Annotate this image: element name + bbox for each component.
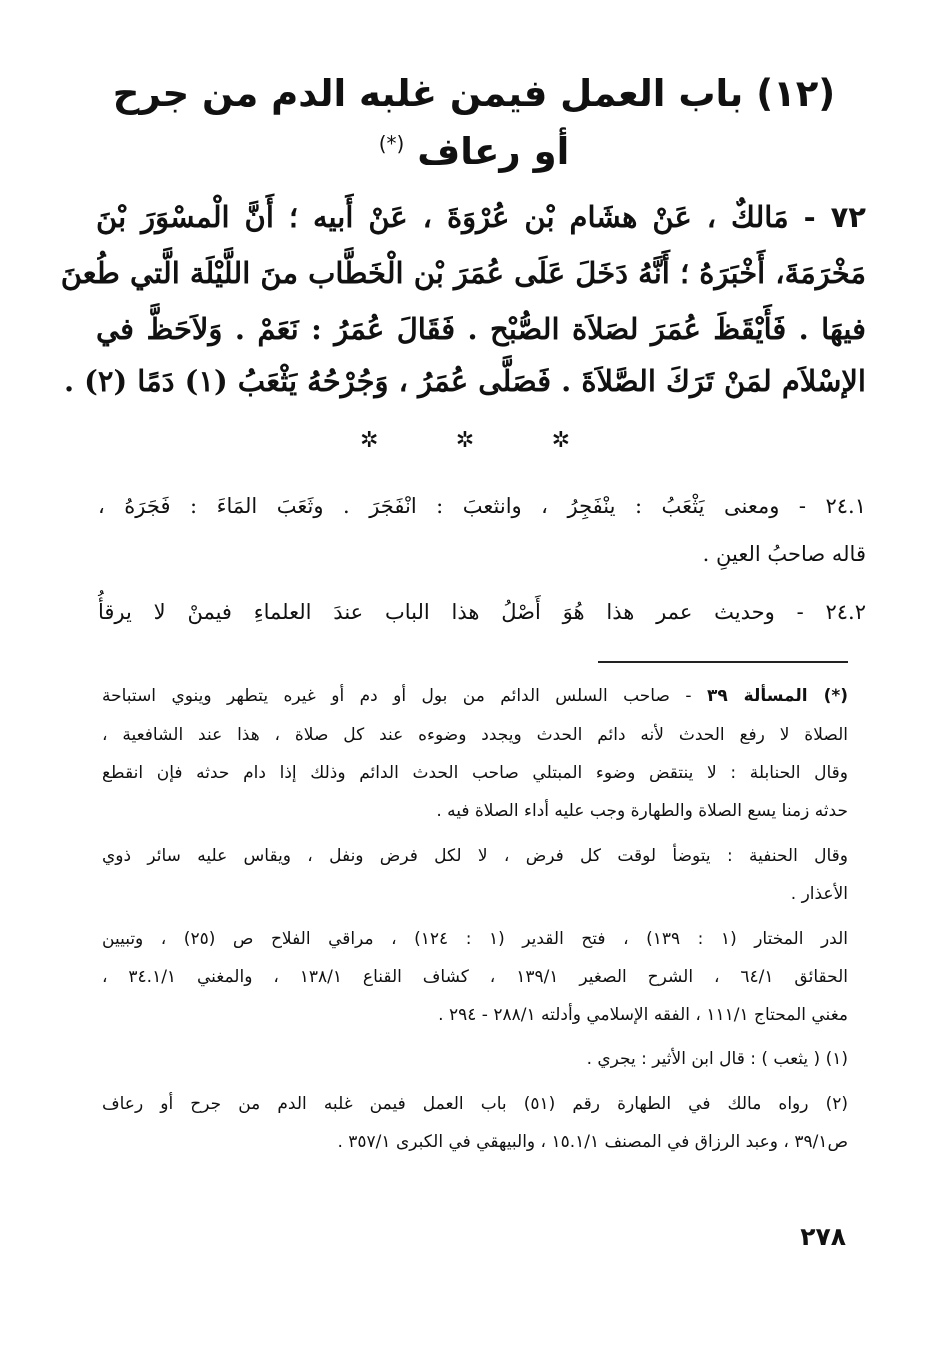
chapter-title-line1: (١٢) باب العمل فيمن غلبه الدم من جرح bbox=[112, 72, 836, 115]
footnote-line: ص٣٩/١ ، وعبد الرزاق في المصنف ١٥.١/١ ، والبيهقي في الكبرى ٣٥٧/١ . bbox=[337, 1132, 848, 1152]
commentary-line: ٢٤.٢ - وحديث عمر هذا هُوَ أَصْلُ هذا الباب عندَ العلماءِ فيمنْ لا يرقأُ bbox=[98, 600, 866, 624]
footnote-line: الصلاة لا رفع الحدث لأنه دائم الحدث ويجدد وضوءه عند كل صلاة ، هذا عند الشافعية ، bbox=[102, 725, 848, 745]
hadith-line: فيهَا . فَأَيْقَظَ عُمَرَ لصَلاَة الصُّبْح . فَقَالَ عُمَرُ : نَعَمْ . وَلاَحَظَّ في bbox=[96, 312, 866, 346]
footnote-line: الأعذار . bbox=[790, 884, 848, 904]
footnote-line: مغني المحتاج ١١١/١ ، الفقه الإسلامي وأدلته ٢٨٨/١ - ٢٩٤ . bbox=[438, 1005, 848, 1025]
star-ornament-icon: ✲ bbox=[455, 428, 475, 453]
hadith-line: مَخْرَمَةَ، أَخْبَرَهُ ؛ أَنَّهُ دَخَلَ عَلَى عُمَرَ بْن الْخَطَّاب منَ اللَّيْلَة الَّتي طُعنَ bbox=[60, 256, 866, 290]
footnote-text: - صاحب السلس الدائم من بول أو دم أو غيره يتطهر وينوي استباحة bbox=[102, 686, 692, 706]
commentary-line: قاله صاحبُ العينِ . bbox=[702, 542, 866, 566]
hadith-number: ٧٢ bbox=[830, 200, 866, 234]
footnote-line: وقال الحنابلة : لا ينتقض وضوء المبتلي صاحب الحدث الدائم وذلك إذا دام حدثه فإن انقطع bbox=[102, 763, 848, 783]
footnote-divider bbox=[598, 661, 848, 663]
chapter-title-line2 bbox=[60, 130, 888, 173]
footnote-line: (٢) رواه مالك في الطهارة رقم (٥١) باب العمل فيمن غلبه الدم من جرح أو رعاف bbox=[102, 1094, 848, 1114]
star-ornament-icon: ✲ bbox=[551, 428, 570, 453]
footnote-line: وقال الحنفية : يتوضأ لوقت كل فرض ، لا لكل فرض ونفل ، ويقاس عليه سائر ذوي bbox=[102, 846, 848, 866]
hadith-text: - مَالكٌ ، عَنْ هشَام بْن عُرْوَةَ ، عَنْ أَبيه ؛ أَنَّ الْمسْوَرَ بْنَ bbox=[96, 200, 816, 234]
hadith-line: الإسْلاَم لمَنْ تَرَكَ الصَّلاَةَ . فَصَلَّى عُمَرُ ، وَجُرْحُهُ يَثْعَبُ (١) دَمًا (٢) . bbox=[63, 364, 866, 398]
hadith-line bbox=[96, 200, 866, 234]
page-number: ٢٧٨ bbox=[800, 1222, 846, 1251]
commentary-line: ٢٤.١ - ومعنى يَثْعَبُ : ينْفَجِرُ ، وانثعبَ : انْفَجَرَ . وثَعَبَ المَاءَ : فَجَرَهُ ، bbox=[98, 494, 867, 518]
footnote-line bbox=[102, 686, 848, 706]
footnote-line: الدر المختار (١ : ١٣٩) ، فتح القدير (١ : ١٢٤) ، مراقي الفلاح ص (٢٥) ، وتبيين bbox=[102, 929, 849, 949]
section-separator bbox=[360, 428, 570, 453]
chapter-title-text: أو رعاف bbox=[417, 130, 570, 173]
masala-label: (*) المسألة ٣٩ bbox=[706, 686, 849, 706]
footnote-line: (١) ( يثعب ) : قال ابن الأثير : يجري . bbox=[586, 1049, 848, 1069]
footnote-marker: (*) bbox=[378, 131, 405, 156]
footnote-line: حدثه زمنا يسع الصلاة والطهارة وجب عليه أداء الصلاة فيه . bbox=[436, 801, 848, 821]
star-ornament-icon: ✲ bbox=[360, 428, 379, 453]
footnote-line: الحقائق ٦٤/١ ، الشرح الصغير ١٣٩/١ ، كشاف القناع ١٣٨/١ ، والمغني ٣٤.١/١ ، bbox=[102, 967, 848, 987]
